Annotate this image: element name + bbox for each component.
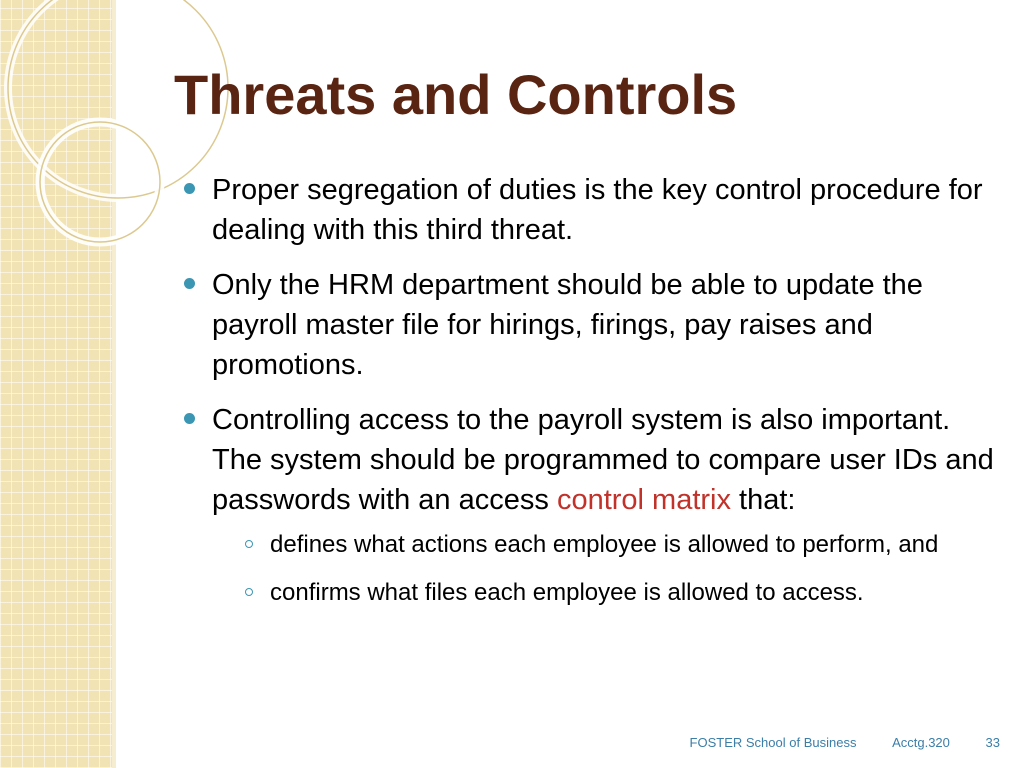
bullet-text-after: that:: [730, 484, 796, 516]
sub-bullet-ring-icon: [245, 540, 253, 548]
footer-page-number: 33: [985, 735, 1000, 750]
bullet-item: [184, 400, 994, 610]
bullet-dot-icon: [184, 413, 195, 424]
bullet-item: [184, 170, 994, 250]
bullet-text-before: Controlling access to the payroll system is also important. The system should be programmed to compare user IDs and passwords with an access: [212, 404, 994, 516]
sub-bullet-item: [212, 576, 994, 610]
bullet-text: Only the HRM department should be able to update the payroll master file for hirings, firings, pay raises and promotions.: [212, 269, 923, 381]
sub-bullet-list: [212, 528, 994, 610]
slide-title: Threats and Controls: [174, 63, 738, 126]
sub-bullet-text: defines what actions each employee is allowed to perform, and: [270, 531, 939, 558]
sub-bullet-item: [212, 528, 994, 562]
bullet-text: Proper segregation of duties is the key control procedure for dealing with this third threat.: [212, 174, 983, 246]
sub-bullet-ring-icon: [245, 588, 253, 596]
sub-bullet-text: confirms what files each employee is allowed to access.: [270, 579, 864, 606]
bullet-item: [184, 265, 994, 385]
footer-organization: FOSTER School of Business: [689, 735, 857, 750]
bullet-dot-icon: [184, 278, 195, 289]
highlighted-term: control matrix: [556, 484, 731, 516]
footer-course: Acctg.320: [892, 735, 950, 750]
bullet-list: [184, 170, 994, 625]
slide-footer: [690, 735, 1000, 750]
bullet-dot-icon: [184, 183, 195, 194]
